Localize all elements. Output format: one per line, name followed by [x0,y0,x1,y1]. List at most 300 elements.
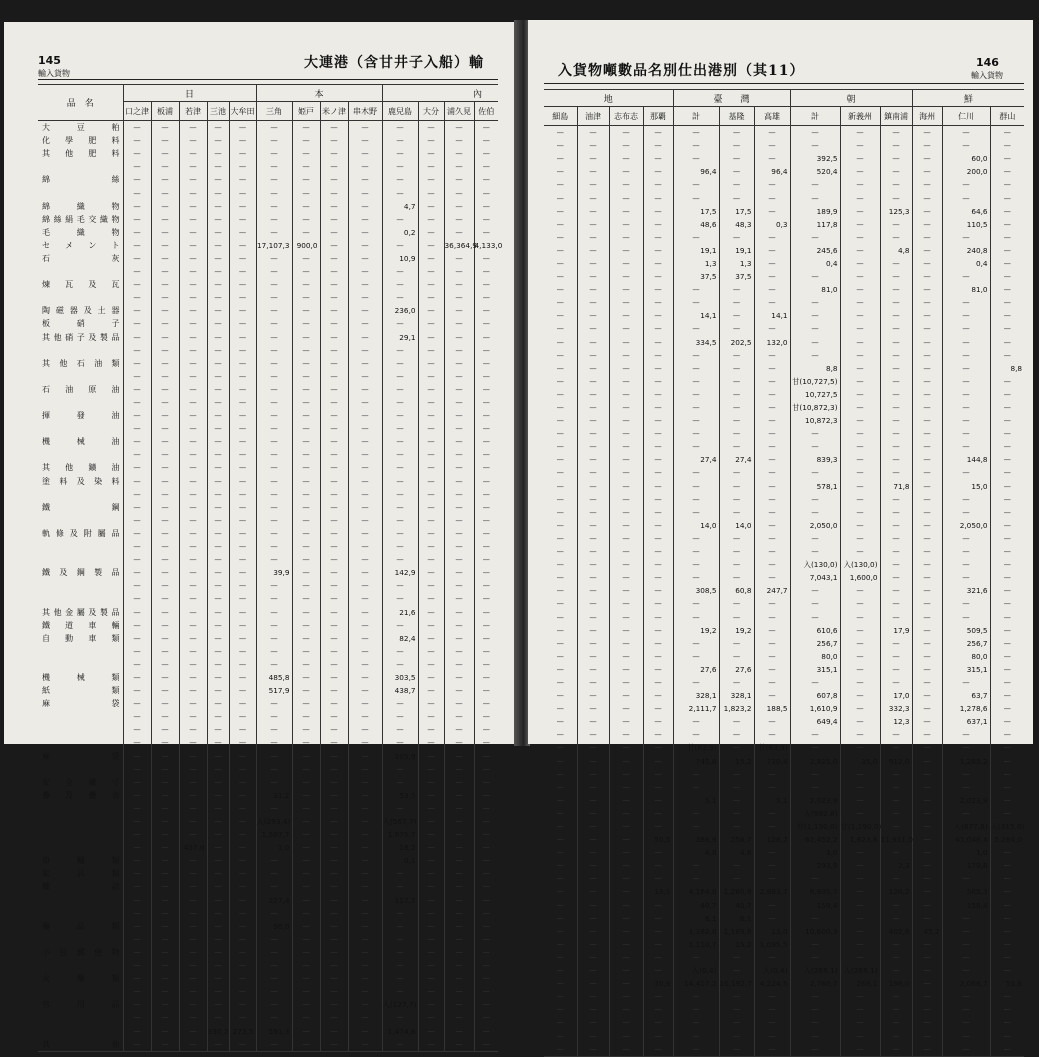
empty-cell: — [207,684,229,697]
empty-cell: — [942,1043,990,1057]
empty-cell: — [382,239,418,252]
table-row [544,178,1024,191]
empty-cell: — [754,637,790,650]
empty-cell: — [643,1043,673,1057]
value-cell: 15,2 [719,755,754,768]
table-row [544,388,1024,401]
empty-cell: — [474,160,498,173]
group-header-mid: 本 [256,85,382,102]
empty-cell: — [990,493,1024,506]
column-header: 大分 [418,102,444,121]
table-row [544,885,1024,898]
empty-cell: — [320,448,348,461]
empty-cell: — [320,265,348,278]
value-cell: 132,0 [754,336,790,349]
empty-cell: — [609,702,643,715]
item-name [38,488,123,501]
empty-cell: — [444,933,474,946]
empty-cell: — [474,265,498,278]
empty-cell: — [179,304,207,317]
empty-cell: — [643,702,673,715]
empty-cell: — [474,200,498,213]
empty-cell: — [256,658,292,671]
empty-cell: — [754,689,790,702]
empty-cell: — [123,370,151,383]
empty-cell: — [754,912,790,925]
empty-cell: — [880,322,912,335]
empty-cell: — [151,409,179,422]
table-row [38,527,498,540]
empty-cell: — [577,885,609,898]
empty-cell: — [577,951,609,964]
empty-cell: — [912,794,942,807]
empty-cell: — [643,126,673,140]
empty-cell: — [719,480,754,493]
empty-cell: — [556,651,564,661]
value-cell: 649,4 [790,715,840,728]
empty-cell: — [719,728,754,741]
empty-cell: — [912,663,942,676]
empty-cell: — [556,442,564,452]
table-row [38,1024,498,1037]
table-row [38,697,498,710]
empty-cell: — [382,592,418,605]
empty-cell: — [123,959,151,972]
empty-cell: — [880,388,912,401]
empty-cell: — [320,854,348,867]
empty-cell: — [880,362,912,375]
empty-cell: — [151,789,179,802]
empty-cell: — [754,820,790,833]
empty-cell: — [790,506,840,519]
empty-cell: — [292,658,320,671]
empty-cell: — [609,597,643,610]
table-row [544,820,1024,833]
empty-cell: — [643,322,673,335]
empty-cell: — [151,579,179,592]
table-row [544,205,1024,218]
empty-cell: — [474,488,498,501]
empty-cell: — [320,239,348,252]
empty-cell: — [990,755,1024,768]
empty-cell: — [609,480,643,493]
item-name: 小包郵便物 [42,947,120,957]
empty-cell: — [292,815,320,828]
empty-cell: — [348,1024,382,1037]
empty-cell: — [990,558,1024,571]
empty-cell: — [474,461,498,474]
empty-cell: — [719,807,754,820]
empty-cell: — [151,1024,179,1037]
empty-cell: — [880,336,912,349]
empty-cell: — [880,545,912,558]
empty-cell: — [643,519,673,532]
table-row [544,480,1024,493]
empty-cell: — [643,571,673,584]
empty-cell: — [990,1029,1024,1042]
empty-cell: — [790,532,840,545]
table-row [544,1016,1024,1029]
empty-cell: — [179,907,207,920]
empty-cell: — [444,802,474,815]
item-name: 鐵及鋼製品 [42,568,120,578]
value-cell: 607,8 [790,689,840,702]
empty-cell: — [382,697,418,710]
empty-cell: — [840,715,880,728]
empty-cell: — [474,213,498,226]
empty-cell: — [474,331,498,344]
empty-cell: — [912,728,942,741]
value-cell: 80,0 [790,650,840,663]
empty-cell: — [292,828,320,841]
empty-cell: — [418,134,444,147]
empty-cell: — [880,1003,912,1016]
empty-cell: — [643,205,673,218]
value-cell: 甘(10,727,5) [790,375,840,388]
empty-cell: — [942,139,990,152]
table-row [544,571,1024,584]
empty-cell: — [292,317,320,330]
empty-cell: — [292,998,320,1011]
value-cell: 48,3 [719,218,754,231]
empty-cell: — [577,270,609,283]
empty-cell: — [256,972,292,985]
empty-cell: — [179,265,207,278]
empty-cell: — [474,605,498,618]
empty-cell: — [123,475,151,488]
empty-cell: — [292,763,320,776]
value-cell: 2,050,0 [942,519,990,532]
empty-cell: — [229,736,256,749]
empty-cell: — [577,322,609,335]
item-name: セメント [42,240,120,250]
column-header: 鹿兒島 [382,102,418,121]
empty-cell: — [942,440,990,453]
empty-cell: — [673,558,719,571]
value-cell: 10,872,3 [790,414,840,427]
empty-cell: — [912,283,942,296]
empty-cell: — [942,545,990,558]
empty-cell: — [942,296,990,309]
table-row [544,938,1024,951]
empty-cell: — [348,422,382,435]
empty-cell: — [754,126,790,140]
empty-cell: — [151,592,179,605]
empty-cell: — [418,841,444,854]
empty-cell: — [643,336,673,349]
table-row [544,637,1024,650]
empty-cell: — [320,959,348,972]
table-row [38,592,498,605]
empty-cell: — [556,913,564,923]
empty-cell: — [348,579,382,592]
empty-cell: — [292,160,320,173]
empty-cell: — [912,964,942,977]
empty-cell: — [840,244,880,257]
empty-cell: — [990,650,1024,663]
item-name [38,802,123,815]
empty-cell: — [123,331,151,344]
empty-cell: — [754,139,790,152]
empty-cell: — [673,768,719,781]
empty-cell: — [912,427,942,440]
empty-cell: — [912,872,942,885]
empty-cell: — [444,946,474,959]
empty-cell: — [382,409,418,422]
empty-cell: — [577,427,609,440]
empty-cell: — [418,409,444,422]
empty-cell: — [444,1011,474,1024]
empty-cell: — [348,239,382,252]
item-name [38,658,123,671]
empty-cell: — [179,972,207,985]
empty-cell: — [229,527,256,540]
empty-cell: — [418,121,444,135]
empty-cell: — [609,519,643,532]
value-cell: 27,6 [673,663,719,676]
empty-cell: — [123,357,151,370]
empty-cell: — [556,861,564,871]
empty-cell: — [229,645,256,658]
empty-cell: — [256,998,292,1011]
empty-cell: — [556,455,564,465]
empty-cell: — [577,466,609,479]
table-row [544,440,1024,453]
empty-cell: — [444,422,474,435]
empty-cell: — [444,723,474,736]
empty-cell: — [577,1029,609,1042]
empty-cell: — [292,894,320,907]
empty-cell: — [673,466,719,479]
empty-cell: — [348,461,382,474]
table-row [38,763,498,776]
empty-cell: — [179,396,207,409]
empty-cell: — [942,362,990,375]
empty-cell: — [556,717,564,727]
empty-cell: — [179,828,207,841]
value-cell: 10,192,7 [719,977,754,990]
empty-cell: — [609,715,643,728]
value-cell: 60,0 [942,152,990,165]
empty-cell: — [382,186,418,199]
column-header: 志布志 [609,107,643,126]
column-header: 大牟田 [229,102,256,121]
empty-cell: — [556,586,564,596]
empty-cell: — [719,1043,754,1057]
empty-cell: — [673,126,719,140]
empty-cell: — [444,605,474,618]
table-row [38,383,498,396]
empty-cell: — [474,723,498,736]
value-cell: 入(127,7) [382,998,418,1011]
empty-cell: — [256,422,292,435]
column-header: 計 [673,107,719,126]
empty-cell: — [292,619,320,632]
empty-cell: — [912,1043,942,1057]
item-name [38,540,123,553]
empty-cell: — [556,468,564,478]
value-cell: 1,823,2 [719,702,754,715]
table-row [544,270,1024,283]
empty-cell: — [673,283,719,296]
value-cell: 40,7 [673,899,719,912]
empty-cell: — [643,1029,673,1042]
empty-cell: — [609,899,643,912]
item-name: 其他金屬及製品 [42,607,120,617]
empty-cell: — [643,218,673,231]
empty-cell: — [556,677,564,687]
value-cell: 1,110,7 [673,938,719,951]
empty-cell: — [840,899,880,912]
empty-cell: — [880,938,912,951]
value-cell: 2,050,0 [790,519,840,532]
empty-cell: — [880,191,912,204]
empty-cell: — [754,1043,790,1057]
value-cell: 64,6 [942,205,990,218]
empty-cell: — [179,723,207,736]
empty-cell: — [754,768,790,781]
empty-cell: — [207,370,229,383]
empty-cell: — [418,736,444,749]
value-cell: 328,1 [719,689,754,702]
empty-cell: — [348,527,382,540]
empty-cell: — [382,213,418,226]
empty-cell: — [320,252,348,265]
empty-cell: — [418,200,444,213]
empty-cell: — [609,165,643,178]
empty-cell: — [942,388,990,401]
empty-cell: — [474,278,498,291]
empty-cell: — [256,370,292,383]
empty-cell: — [840,414,880,427]
empty-cell: — [990,139,1024,152]
empty-cell: — [840,637,880,650]
table-row [38,854,498,867]
empty-cell: — [840,178,880,191]
table-row [38,750,498,763]
empty-cell: — [643,584,673,597]
empty-cell: — [474,553,498,566]
empty-cell: — [942,912,990,925]
empty-cell: — [643,846,673,859]
value-cell: 甘(63,9) [754,741,790,754]
value-cell: 159,4 [790,899,840,912]
empty-cell: — [990,610,1024,623]
empty-cell: — [229,121,256,135]
value-cell: 227,4 [256,894,292,907]
empty-cell: — [229,370,256,383]
empty-cell: — [292,802,320,815]
table-row [544,191,1024,204]
table-row [38,566,498,579]
empty-cell: — [229,566,256,579]
empty-cell: — [840,375,880,388]
empty-cell: — [719,231,754,244]
value-cell: 21,6 [382,605,418,618]
empty-cell: — [474,1024,498,1037]
empty-cell: — [474,880,498,893]
value-cell: 96,4 [673,165,719,178]
empty-cell: — [474,815,498,828]
empty-cell: — [151,972,179,985]
empty-cell: — [990,165,1024,178]
empty-cell: — [179,147,207,160]
empty-cell: — [556,154,564,164]
empty-cell: — [229,278,256,291]
empty-cell: — [719,283,754,296]
table-row [544,309,1024,322]
empty-cell: — [912,558,942,571]
empty-cell: — [207,331,229,344]
empty-cell: — [382,461,418,474]
empty-cell: — [643,440,673,453]
item-name: 綿織物 [42,201,120,211]
empty-cell: — [418,684,444,697]
value-cell: 0,4 [790,257,840,270]
empty-cell: — [609,126,643,140]
empty-cell: — [942,322,990,335]
empty-cell: — [256,448,292,461]
empty-cell: — [556,416,564,426]
empty-cell: — [754,650,790,663]
empty-cell: — [320,828,348,841]
empty-cell: — [556,167,564,177]
empty-cell: — [474,396,498,409]
empty-cell: — [123,540,151,553]
empty-cell: — [151,1038,179,1052]
empty-cell: — [840,885,880,898]
empty-cell: — [292,370,320,383]
empty-cell: — [577,126,609,140]
empty-cell: — [609,624,643,637]
empty-cell: — [474,317,498,330]
value-cell: 1,0 [942,846,990,859]
empty-cell: — [348,946,382,959]
empty-cell: — [207,750,229,763]
empty-cell: — [990,990,1024,1003]
empty-cell: — [123,894,151,907]
empty-cell: — [179,435,207,448]
empty-cell: — [719,532,754,545]
empty-cell: — [256,946,292,959]
empty-cell: — [643,899,673,912]
empty-cell: — [990,178,1024,191]
empty-cell: — [207,501,229,514]
empty-cell: — [123,592,151,605]
column-header: 高雄 [754,107,790,126]
empty-cell: — [577,257,609,270]
empty-cell: — [256,723,292,736]
empty-cell: — [719,1029,754,1042]
table-row [544,768,1024,781]
empty-cell: — [418,763,444,776]
empty-cell: — [990,925,1024,938]
empty-cell: — [229,422,256,435]
value-cell: 80,0 [942,650,990,663]
empty-cell: — [418,946,444,959]
empty-cell: — [348,147,382,160]
value-cell: 1,0 [256,841,292,854]
table-row [38,841,498,854]
empty-cell: — [207,514,229,527]
empty-cell: — [609,440,643,453]
empty-cell: — [418,160,444,173]
empty-cell: — [942,178,990,191]
empty-cell: — [179,461,207,474]
empty-cell: — [719,493,754,506]
empty-cell: — [880,1016,912,1029]
empty-cell: — [790,951,840,964]
